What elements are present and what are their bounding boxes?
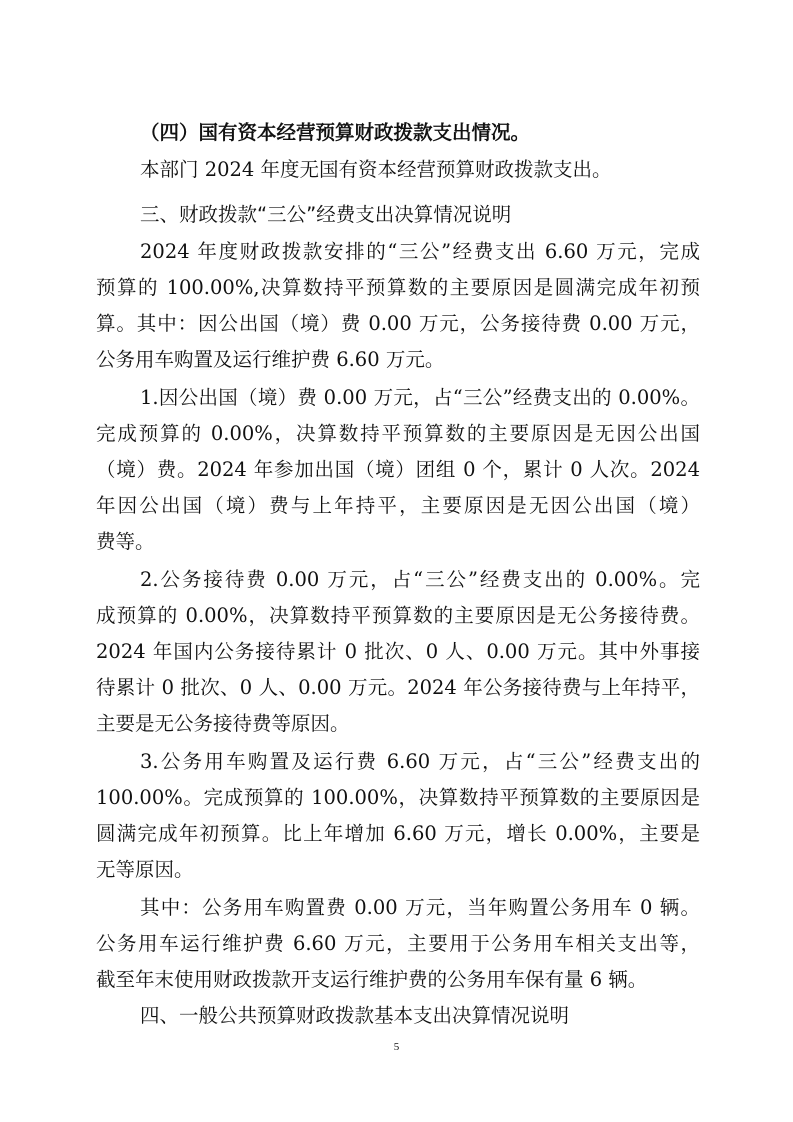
paragraph-line: 算。其中：因公出国（境）费 0.00 万元，公务接待费 0.00 万元， (96, 312, 700, 335)
paragraph-line: 费等。 (96, 530, 155, 553)
paragraph-line: 成预算的 0.00%，决算数持平预算数的主要原因是无公务接待费。 (96, 604, 700, 627)
paragraph-line: 预算的 100.00%,决算数持平预算数的主要原因是圆满完成年初预 (96, 276, 700, 299)
paragraph-line: 待累计 0 批次、0 人、0.00 万元。2024 年公务接待费与上年持平， (96, 676, 700, 699)
paragraph-line: 2.公务接待费 0.00 万元，占“三公”经费支出的 0.00%。完 (140, 568, 700, 591)
paragraph-line: 1.因公出国（境）费 0.00 万元，占“三公”经费支出的 0.00%。 (140, 386, 700, 409)
paragraph-line: 其中：公务用车购置费 0.00 万元，当年购置公务用车 0 辆。 (140, 896, 700, 919)
paragraph-line: 2024 年国内公务接待累计 0 批次、0 人、0.00 万元。其中外事接 (96, 640, 700, 663)
paragraph-line: 无等原因。 (96, 858, 194, 881)
paragraph-state-capital: 本部门 2024 年度无国有资本经营预算财政拨款支出。 (140, 158, 612, 181)
section-heading-three-public: 三、财政拨款“三公”经费支出决算情况说明 (140, 203, 512, 226)
paragraph-line: （境）费。2024 年参加出国（境）团组 0 个，累计 0 人次。2024 (96, 458, 700, 481)
paragraph-line: 完成预算的 0.00%，决算数持平预算数的主要原因是无因公出国 (96, 422, 700, 445)
section-heading-state-capital: （四）国有资本经营预算财政拨款支出情况。 (140, 121, 531, 144)
paragraph-line: 3.公务用车购置及运行费 6.60 万元，占“三公”经费支出的 (140, 750, 700, 773)
section-heading-general-budget: 四、一般公共预算财政拨款基本支出决算情况说明 (140, 1004, 570, 1027)
paragraph-line: 公务用车购置及运行维护费 6.60 万元。 (96, 348, 445, 371)
page-number: 5 (393, 1041, 400, 1053)
paragraph-line: 2024 年度财政拨款安排的“三公”经费支出 6.60 万元，完成 (140, 240, 700, 263)
paragraph-line: 主要是无公务接待费等原因。 (96, 712, 350, 735)
paragraph-line: 圆满完成年初预算。比上年增加 6.60 万元，增长 0.00%，主要是 (96, 822, 700, 845)
paragraph-line: 公务用车运行维护费 6.60 万元，主要用于公务用车相关支出等， (96, 932, 700, 955)
paragraph-line: 年因公出国（境）费与上年持平，主要原因是无因公出国（境） (96, 494, 700, 517)
paragraph-line: 截至年末使用财政拨款开支运行维护费的公务用车保有量 6 辆。 (96, 968, 648, 991)
paragraph-line: 100.00%。完成预算的 100.00%，决算数持平预算数的主要原因是 (96, 786, 700, 809)
